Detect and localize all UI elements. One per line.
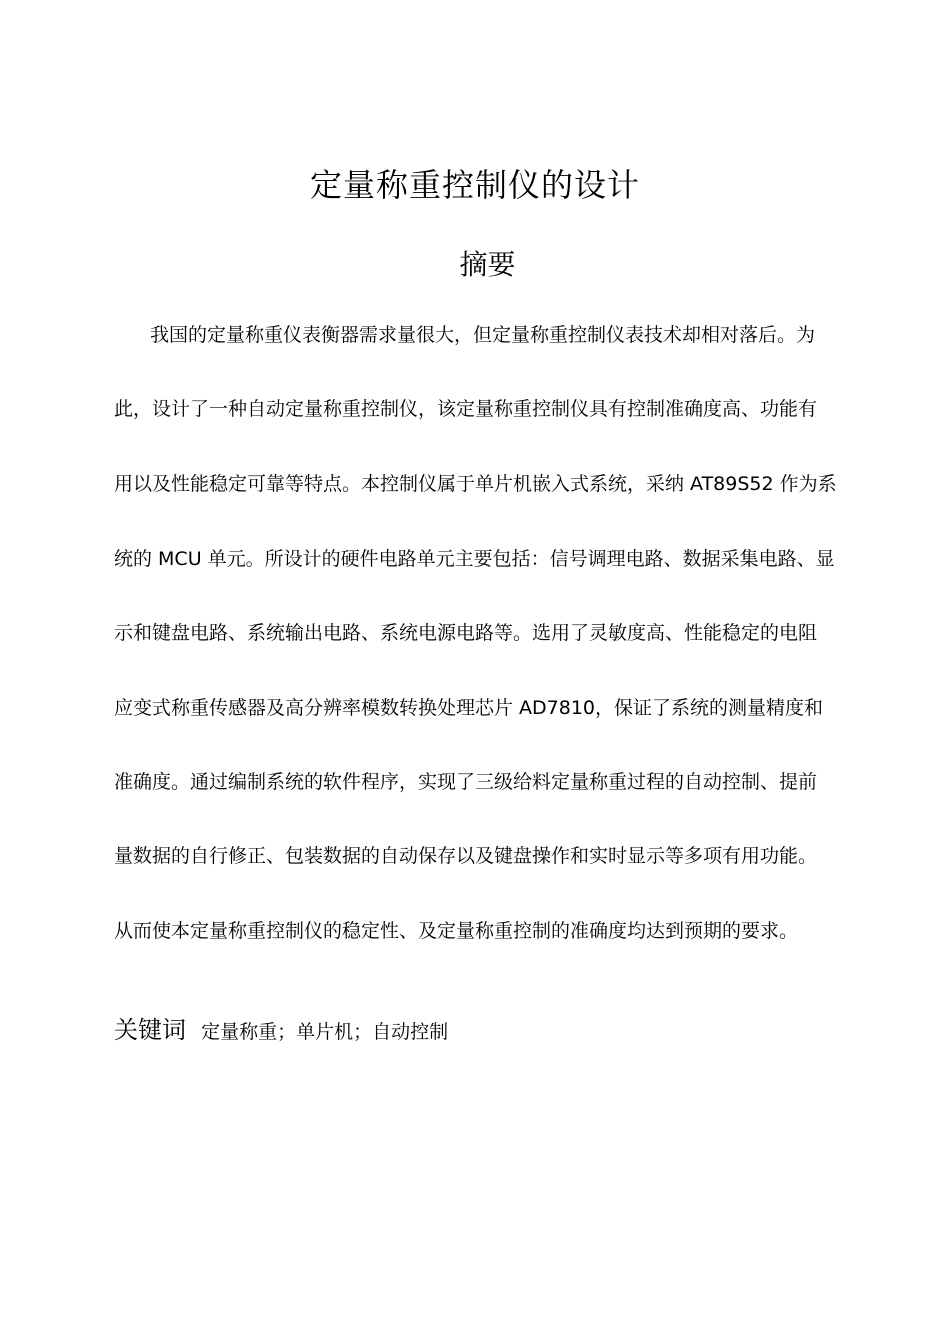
abstract-line-1: 我国的定量称重仪表衡器需求量很大，但定量称重控制仪表技术却相对落后。为	[150, 324, 816, 346]
abstract-line-6: 应变式称重传感器及高分辨率模数转换处理芯片 AD7810，保证了系统的测量精度和	[114, 697, 824, 719]
abstract-line-4: 统的 MCU 单元。所设计的硬件电路单元主要包括：信号调理电路、数据采集电路、显	[114, 548, 835, 570]
keywords-label: 关键词	[114, 1016, 186, 1044]
abstract-line-5: 示和键盘电路、系统输出电路、系统电源电路等。选用了灵敏度高、性能稳定的电阻	[114, 622, 818, 644]
document-title: 定量称重控制仪的设计	[309, 166, 640, 204]
abstract-line-7: 准确度。通过编制系统的软件程序，实现了三级给料定量称重过程的自动控制、提前	[114, 771, 818, 793]
abstract-line-8: 量数据的自行修正、包装数据的自动保存以及键盘操作和实时显示等多项有用功能。	[114, 845, 818, 867]
abstract-line-9: 从而使本定量称重控制仪的稳定性、及定量称重控制的准确度均达到预期的要求。	[114, 920, 799, 942]
abstract-line-2: 此，设计了一种自动定量称重控制仪，该定量称重控制仪具有控制准确度高、功能有	[114, 398, 818, 420]
abstract-line-3: 用以及性能稳定可靠等特点。本控制仪属于单片机嵌入式系统，采纳 AT89S52 作为系	[114, 473, 837, 495]
abstract-heading: 摘要	[459, 248, 516, 281]
keywords-row	[114, 1012, 448, 1050]
keywords-values: 定量称重；单片机；自动控制	[201, 1021, 449, 1043]
